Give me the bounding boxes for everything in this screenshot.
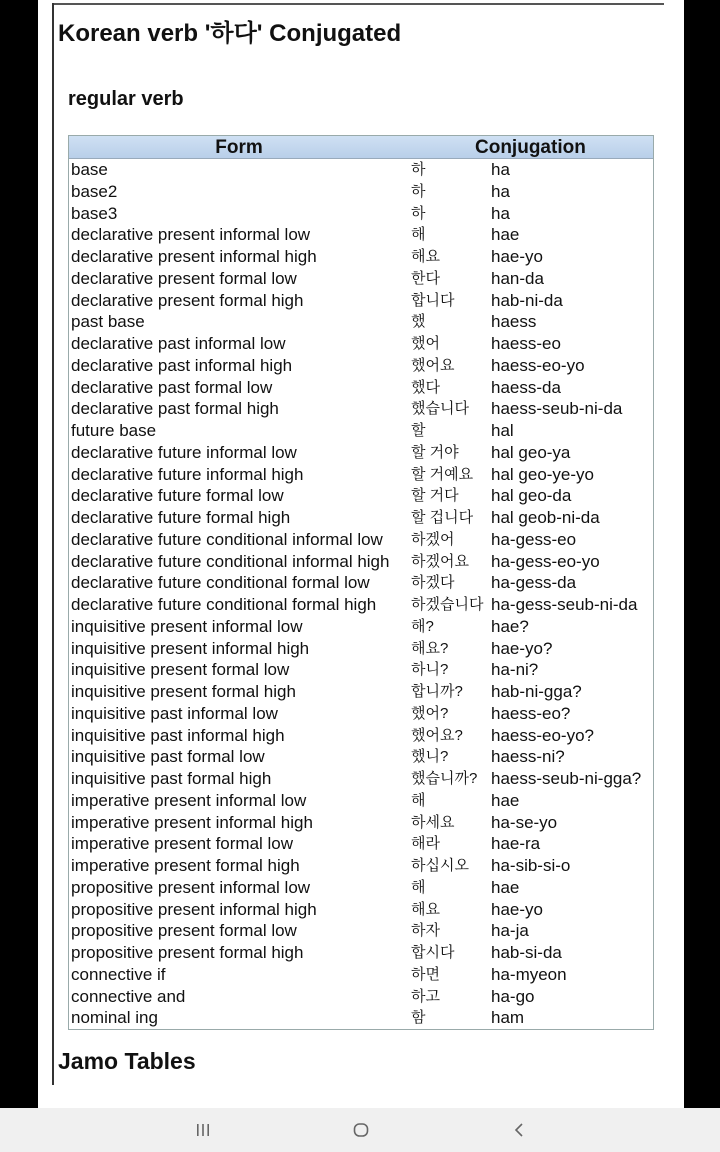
korean-cell: 할 거다 — [411, 487, 459, 505]
form-cell: propositive present informal low — [71, 877, 311, 897]
form-cell: propositive present formal low — [71, 921, 297, 941]
korean-cell: 합시다 — [411, 944, 455, 961]
romanized-cell: ha-gess-eo — [491, 529, 577, 549]
romanized-cell: ha-sib-si-o — [491, 856, 571, 875]
korean-cell: 했 — [411, 313, 426, 331]
section-heading: regular verb — [68, 88, 184, 110]
table-row — [69, 355, 653, 377]
romanized-cell: haess-da — [491, 377, 561, 397]
table-row — [69, 311, 653, 333]
table-row — [69, 833, 653, 855]
table-row — [69, 485, 653, 507]
form-cell: declarative past informal high — [71, 355, 293, 375]
romanized-cell: haess-eo-yo? — [491, 725, 595, 745]
romanized-cell: hab-si-da — [491, 943, 562, 962]
form-cell: inquisitive past informal high — [71, 725, 285, 745]
romanized-cell: haess-ni? — [491, 747, 565, 767]
romanized-cell: ha-ni? — [491, 660, 539, 680]
form-cell: nominal ing — [71, 1008, 158, 1028]
form-cell: declarative future conditional informal low — [71, 529, 383, 549]
document-page — [38, 0, 684, 1108]
romanized-cell: hal — [491, 421, 514, 440]
form-cell: declarative past formal low — [71, 377, 273, 397]
korean-cell: 하십시오 — [411, 857, 469, 874]
romanized-cell: ha-ja — [491, 921, 529, 941]
form-cell: declarative past informal low — [71, 334, 286, 353]
form-cell: inquisitive past informal low — [71, 703, 278, 723]
romanized-cell: haess — [491, 312, 537, 332]
romanized-cell: ha-go — [491, 986, 535, 1006]
romanized-cell: haess-eo — [491, 334, 561, 353]
table-row — [69, 768, 653, 790]
table-row — [69, 920, 653, 942]
form-cell: future base — [71, 421, 157, 440]
korean-cell: 할 겁니다 — [411, 509, 474, 526]
romanized-cell: ha — [491, 203, 510, 223]
korean-cell: 하겠어요 — [411, 552, 469, 570]
back-button[interactable] — [509, 1120, 529, 1140]
form-cell: connective and — [71, 986, 186, 1006]
table-row — [69, 659, 653, 681]
form-cell: inquisitive present informal high — [71, 638, 310, 658]
form-cell: connective if — [71, 964, 166, 984]
table-row — [69, 268, 653, 290]
romanized-cell: hae? — [491, 616, 529, 636]
form-column-header: Form — [215, 137, 263, 158]
korean-cell: 할 거야 — [411, 443, 459, 461]
korean-cell: 했어요? — [411, 726, 463, 744]
form-cell: declarative future informal high — [71, 464, 304, 484]
romanized-cell: ha-gess-da — [491, 573, 577, 593]
korean-cell: 하니? — [411, 661, 449, 679]
table-row — [69, 899, 653, 921]
romanized-cell: hae — [491, 877, 520, 897]
table-row — [69, 420, 653, 442]
korean-cell: 하겠다 — [411, 574, 455, 592]
korean-cell: 한다 — [411, 269, 440, 287]
table-row — [69, 725, 653, 747]
table-row — [69, 290, 653, 312]
table-row — [69, 551, 653, 573]
form-cell: past base — [71, 312, 145, 332]
form-cell: declarative future conditional informal high — [71, 551, 390, 571]
form-cell: imperative present formal high — [71, 856, 300, 875]
table-row — [69, 703, 653, 725]
romanized-cell: hae — [491, 225, 520, 245]
recent-apps-button[interactable] — [193, 1120, 213, 1140]
korean-cell: 하 — [411, 204, 426, 222]
romanized-cell: haess-seub-ni-da — [491, 399, 623, 419]
form-cell: declarative future conditional formal low — [71, 573, 370, 593]
form-cell: imperative present informal low — [71, 790, 307, 810]
table-row — [69, 333, 653, 355]
korean-cell: 하고 — [411, 987, 440, 1005]
form-cell: imperative present informal high — [71, 812, 313, 832]
table-row — [69, 377, 653, 399]
table-row — [69, 529, 653, 551]
romanized-cell: hal geob-ni-da — [491, 508, 600, 527]
table-row — [69, 203, 653, 225]
table-row — [69, 942, 653, 964]
korean-cell: 했어요 — [411, 356, 455, 374]
table-row — [69, 398, 653, 420]
table-body — [69, 159, 653, 1029]
table-row — [69, 616, 653, 638]
form-cell: inquisitive past formal high — [71, 769, 272, 788]
form-cell: declarative present informal low — [71, 225, 311, 245]
romanized-cell: hab-ni-gga? — [491, 682, 582, 701]
table-row — [69, 159, 653, 181]
table-header — [69, 136, 653, 159]
top-rule — [52, 3, 664, 5]
korean-cell: 했어? — [411, 704, 449, 722]
table-row — [69, 638, 653, 660]
table-row — [69, 1007, 653, 1029]
table-row — [69, 224, 653, 246]
table-row — [69, 464, 653, 486]
korean-cell: 했습니까? — [411, 770, 478, 787]
korean-cell: 했어 — [411, 335, 440, 352]
table-row — [69, 594, 653, 616]
page-title: Korean verb '하다' Conjugated — [58, 20, 402, 47]
romanized-cell: ham — [491, 1008, 525, 1028]
form-cell: declarative future informal low — [71, 442, 297, 462]
korean-cell: 했습니다 — [411, 400, 469, 418]
recent-apps-icon — [193, 1120, 213, 1140]
next-section-heading[interactable]: Jamo Tables — [58, 1048, 196, 1074]
korean-cell: 해 — [411, 226, 426, 244]
korean-cell: 해 — [411, 791, 426, 809]
form-cell: declarative past formal high — [71, 399, 279, 419]
korean-cell: 해요? — [411, 639, 449, 657]
form-cell: declarative future conditional formal high — [71, 595, 377, 614]
korean-cell: 하자 — [411, 922, 440, 940]
korean-cell: 하 — [411, 182, 426, 200]
back-icon — [509, 1120, 529, 1140]
conjugation-column-header: Conjugation — [475, 137, 586, 158]
korean-cell: 합니다 — [411, 291, 455, 309]
romanized-cell: haess-eo? — [491, 703, 571, 723]
romanized-cell: haess-seub-ni-gga? — [491, 769, 642, 788]
romanized-cell: hae-yo? — [491, 638, 553, 658]
form-cell: base3 — [71, 203, 118, 223]
form-cell: inquisitive present formal low — [71, 660, 290, 680]
korean-cell: 하겠습니다 — [411, 596, 484, 613]
table-row — [69, 986, 653, 1008]
romanized-cell: ha-se-yo — [491, 812, 558, 832]
table-row — [69, 746, 653, 768]
conjugation-table — [68, 135, 654, 1030]
romanized-cell: ha — [491, 160, 510, 179]
romanized-cell: hal geo-da — [491, 486, 572, 506]
table-row — [69, 507, 653, 529]
korean-cell: 하면 — [411, 965, 440, 983]
korean-cell: 할 거예요 — [411, 465, 474, 483]
table-row — [69, 572, 653, 594]
form-cell: imperative present formal low — [71, 834, 294, 854]
form-cell: declarative future formal high — [71, 508, 291, 527]
romanized-cell: haess-eo-yo — [491, 355, 585, 375]
form-cell: propositive present formal high — [71, 943, 304, 962]
korean-cell: 해요 — [411, 900, 440, 918]
form-cell: inquisitive present informal low — [71, 616, 303, 636]
romanized-cell: han-da — [491, 268, 544, 288]
left-rule — [52, 3, 54, 1085]
romanized-cell: hae-yo — [491, 899, 543, 919]
korean-cell: 하겠어 — [411, 530, 455, 548]
form-cell: declarative present formal low — [71, 268, 297, 288]
korean-cell: 해? — [411, 617, 434, 635]
table-row — [69, 812, 653, 834]
home-icon — [351, 1120, 371, 1140]
korean-cell: 해요 — [411, 248, 440, 265]
table-row — [69, 790, 653, 812]
form-cell: inquisitive present formal high — [71, 682, 296, 701]
romanized-cell: hal geo-ye-yo — [491, 464, 595, 484]
table-row — [69, 877, 653, 899]
form-cell: base2 — [71, 181, 118, 201]
romanized-cell: ha-gess-eo-yo — [491, 551, 600, 571]
korean-cell: 하 — [411, 161, 426, 178]
romanized-cell: hab-ni-da — [491, 290, 563, 310]
form-cell: declarative present informal high — [71, 247, 317, 266]
home-button[interactable] — [351, 1120, 371, 1140]
korean-cell: 했다 — [411, 378, 440, 396]
korean-cell: 해라 — [411, 835, 440, 853]
korean-cell: 할 — [411, 422, 426, 439]
table-row — [69, 681, 653, 703]
romanized-cell: ha-myeon — [491, 964, 567, 984]
korean-cell: 함 — [411, 1009, 426, 1027]
table-row — [69, 181, 653, 203]
table-row — [69, 246, 653, 268]
table-row — [69, 964, 653, 986]
romanized-cell: hae-ra — [491, 834, 541, 854]
korean-cell: 했니? — [411, 748, 449, 766]
romanized-cell: hae-yo — [491, 247, 543, 266]
form-cell: declarative present formal high — [71, 290, 304, 310]
romanized-cell: ha-gess-seub-ni-da — [491, 595, 638, 614]
form-cell: propositive present informal high — [71, 899, 317, 919]
form-cell: inquisitive past formal low — [71, 747, 265, 767]
korean-cell: 합니까? — [411, 683, 463, 700]
table-row — [69, 442, 653, 464]
system-navigation-bar — [0, 1108, 720, 1152]
korean-cell: 하세요 — [411, 813, 455, 831]
korean-cell: 해 — [411, 878, 426, 896]
romanized-cell: hae — [491, 790, 520, 810]
table-row — [69, 855, 653, 877]
form-cell: declarative future formal low — [71, 486, 284, 506]
romanized-cell: ha — [491, 181, 510, 201]
form-cell: base — [71, 160, 108, 179]
romanized-cell: hal geo-ya — [491, 442, 571, 462]
